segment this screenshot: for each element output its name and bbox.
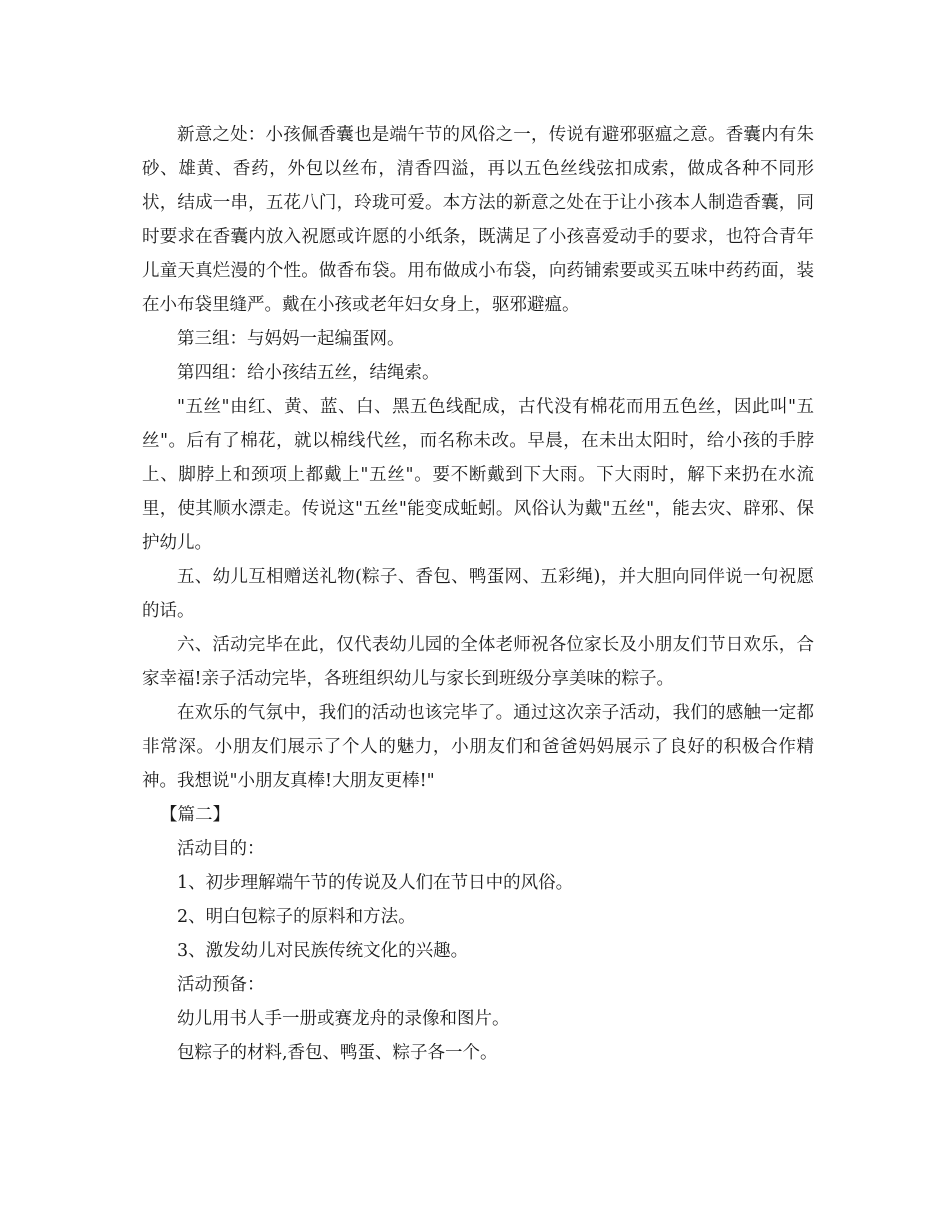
paragraph-sachet-custom: 新意之处：小孩佩香囊也是端午节的风俗之一，传说有避邪驱瘟之意。香囊内有朱砂、雄黄、香药，外包以丝布，清香四溢，再以五色丝线弦扣成索，做成各种不同形状，结成一串，五花八门，玲珑可爱。本方法的新意之处在于让小孩本人制造香囊，同时要求在香囊内放入祝愿或许愿的小纸条，既满足了小孩喜爱动手的要求，也符合青年儿童天真烂漫的个性。做香布袋。用布做成小布袋，向药铺索要或买五味中药药面，装在小布袋里缝严。戴在小孩或老年妇女身上，驱邪避瘟。 xyxy=(142,125,814,315)
paragraph-objective-3: 3、激发幼儿对民族传统文化的兴趣。 xyxy=(177,941,469,961)
paragraph-objective-2: 2、明白包粽子的原料和方法。 xyxy=(177,907,416,927)
paragraph-preparation-title: 活动预备： xyxy=(177,975,265,995)
paragraph-objective-1: 1、初步理解端午节的传说及人们在节日中的风俗。 xyxy=(177,873,574,893)
paragraph-group-three: 第三组：与妈妈一起编蛋网。 xyxy=(177,329,405,349)
section-heading: 【篇二】 xyxy=(160,805,230,825)
paragraph-gift-exchange: 五、幼儿互相赠送礼物(粽子、香包、鸭蛋网、五彩绳)，并大胆向同伴说一句祝愿的话。 xyxy=(142,567,814,621)
document-body xyxy=(142,118,814,1070)
paragraph-group-four: 第四组：给小孩结五丝，结绳索。 xyxy=(177,363,440,383)
paragraph-preparation-2: 包粽子的材料,香包、鸭蛋、粽子各一个。 xyxy=(177,1043,498,1063)
paragraph-preparation-1: 幼儿用书人手一册或赛龙舟的录像和图片。 xyxy=(177,1009,510,1029)
paragraph-five-threads: "五丝"由红、黄、蓝、白、黑五色线配成，古代没有棉花而用五色丝，因此叫"五丝"。后有了棉花，就以棉线代丝，而名称未改。早晨，在未出太阳时，给小孩的手脖上、脚脖上和颈项上都戴上"五丝"。要不断戴到下大雨。下大雨时，解下来扔在水流里，使其顺水漂走。传说这"五丝"能变成蚯蚓。风俗认为戴"五丝"，能去灾、辟邪、保护幼儿。 xyxy=(142,397,814,553)
paragraph-objectives-title: 活动目的： xyxy=(177,839,265,859)
paragraph-activity-end: 六、活动完毕在此，仅代表幼儿园的全体老师祝各位家长及小朋友们节日欢乐，合家幸福!亲子活动完毕，各班组织幼儿与家长到班级分享美味的粽子。 xyxy=(142,635,814,689)
paragraph-conclusion: 在欢乐的气氛中，我们的活动也该完毕了。通过这次亲子活动，我们的感触一定都非常深。小朋友们展示了个人的魅力，小朋友们和爸爸妈妈展示了良好的积极合作精神。我想说"小朋友真棒!大朋友更棒!" xyxy=(142,703,814,791)
